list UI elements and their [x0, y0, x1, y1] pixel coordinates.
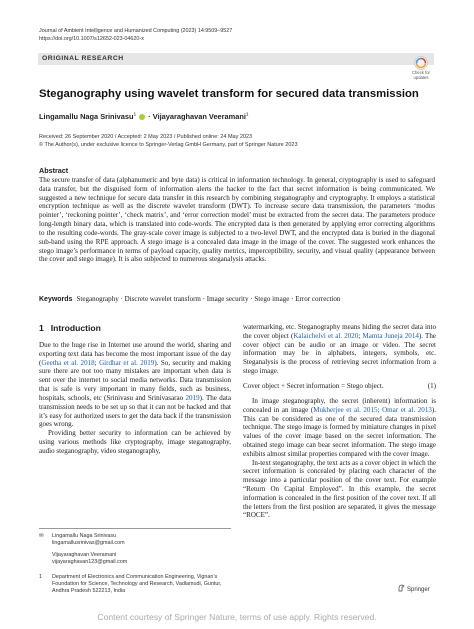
author-email[interactable]: vijayaraghavan123@gmail.com	[52, 559, 128, 565]
citation-link[interactable]: Girdhar et al. 2019	[99, 358, 155, 367]
citation-link[interactable]: Mukherjee et al. 2015	[313, 405, 378, 414]
text-run: ). The cover object can be audio or an image or video. The secret information may be in alphabets, integers, symbols, etc. Steganalysis is the process of retrieving secret information from a stego image.	[243, 331, 436, 376]
paragraph	[243, 397, 436, 459]
check-for-updates-badge[interactable]	[406, 56, 436, 78]
section-title: Introduction	[50, 323, 101, 333]
crossmark-icon	[414, 56, 428, 70]
text-run: ;	[377, 405, 383, 414]
citation-link[interactable]: Mamta Juneja 2014	[362, 331, 419, 340]
footnote-block	[39, 528, 231, 598]
text-run: In image steganography, the secret (inherent) information is concealed in an image (	[243, 396, 436, 414]
author-name[interactable]: Vijayaraghavan Veeramani	[152, 112, 246, 121]
envelope-icon: ✉	[39, 533, 44, 539]
corresponding-author	[39, 533, 231, 566]
article-title: Steganography using wavelet transform for secured data transmission	[39, 88, 419, 100]
author-list	[39, 112, 249, 121]
affiliation-mark: 1	[39, 574, 42, 580]
author-separator: ·	[146, 112, 153, 121]
citation-link[interactable]: 2019	[185, 393, 200, 402]
keywords-text: Steganography · Discrete wavelet transform · Image security · Stego image · Error correction	[76, 295, 341, 303]
equation-body: Cover object + Secret information = Stego object.	[243, 381, 384, 390]
author-name: Vijayaraghavan Veeramani	[52, 552, 117, 558]
orcid-icon[interactable]	[139, 114, 145, 120]
paragraph	[243, 323, 436, 376]
text-run: watermarking, etc. Steganography means hiding the secret data into the cover object (	[243, 323, 436, 340]
citation-link[interactable]: Geetha et al. 2018	[41, 358, 95, 367]
publisher-name: Springer	[407, 587, 430, 593]
text-run: ;	[94, 358, 100, 367]
courtesy-footer: Content courtesy of Springer Nature, terms of use apply. Rights reserved.	[0, 608, 474, 629]
journal-header	[39, 28, 232, 43]
article-type-banner: ORIGINAL RESEARCH	[38, 53, 434, 65]
text-run: ). The data transmission needs to be set up so that it can not be hacked and that it’s easy for authorized users to get the data back if the transmission goes wrong.	[39, 393, 231, 429]
paragraph	[39, 341, 231, 429]
citation-link[interactable]: Omar et al. 2013	[382, 405, 432, 414]
keywords	[39, 295, 435, 303]
affiliation-text: Department of Electronics and Communication Engineering, Vignan’s Foundation for Science, Technology and Research, Vadlamudi, Guntur, Andhra Pradesh 522213, India	[52, 574, 222, 594]
citation-link[interactable]: Kalaichelvi et al. 2020	[293, 331, 359, 340]
text-run: ;	[358, 331, 363, 340]
author-name: Lingamallu Naga Srinivasu	[52, 533, 117, 539]
doi-link[interactable]: https://doi.org/10.1007/s12652-023-04620-x	[39, 35, 144, 42]
text-run: ). This can be considered as one of the secured data transmission technique. The stego image is formed by miniature changes in pixel values of the cover image based on the secret information. The obtained stego image can bear secret information. The stego image exhibits almost similar properties compared with the cover image.	[243, 405, 436, 458]
author-email[interactable]: lingamallusrinivas@gmail.com	[52, 540, 125, 546]
copyright-line: © The Author(s), under exclusive licence to Springer-Verlag GmbH Germany, part of Springer Nature 2023	[39, 141, 298, 148]
journal-citation: Journal of Ambient Intelligence and Humanized Computing (2023) 14:9509–9527	[39, 28, 233, 34]
history-line: Received: 26 September 2020 / Accepted: 2 May 2023 / Published online: 24 May 2023	[39, 134, 253, 140]
right-column	[243, 323, 436, 520]
author-affiliation-mark: 1	[133, 112, 137, 118]
section-number: 1	[39, 323, 44, 333]
author-affiliation-mark: 1	[245, 112, 249, 118]
equation-number: (1)	[427, 381, 436, 390]
publisher-logo	[398, 584, 430, 593]
check-badge-line2: updates	[413, 74, 429, 80]
abstract-body: The secure transfer of data (alphanumeric and byte data) is critical in information technology. In general, cryptography is used to safeguard data transfer, but the disguised form of information alerts the hacker to the fact that secret information is being communicated. We suggested a new technique for secure data transfer in this research by combining steganography and cryptography. It employs a statistical encryption technique as well as the discrete wavelet transform (DWT). To increase secure data transmission, the parameters ‘modus pointer’, ‘reckoning pointer’, ‘check matrix’, and ‘error correction model’ must be extracted from the secret data. The parameters produce long-length binary data, which is translated into code-words. The encrypted data is then generated by applying error correcting algorithms to the resulting code-words. The gray-scale cover image is subjected to a two-level DWT, and the encrypted data is buried in the diagonal sub-band using the RPE approach. A stego image is a concealed data image in the image of the cover. The suggested work enhances the stego image’s performance in terms of payload capacity, quality metrics, imperceptibility, security, and visual quality (appearance between the cover and stego image). It is also subjected to numerous steganalysis attacks.	[39, 176, 435, 264]
equation	[243, 382, 436, 390]
section-heading	[39, 323, 231, 333]
affiliation	[39, 574, 231, 595]
paragraph: Providing better security to information can be achieved by using various methods like cryptography, image steganography, audio steganography, video steganography,	[39, 429, 231, 455]
left-column	[39, 323, 231, 456]
text-run: Due to the huge rise in Internet use around the world, sharing and exporting text data has become the most important issue of the day (	[39, 341, 231, 367]
text-run: ). So, security and making sure there are not too many mistakes are important when data is sent over the internet to social media networks. Data transmission that is safe is very important in many fields, such as business, hospitals, schools, etc (Srinivasu and Srinivasarao	[39, 358, 232, 402]
keywords-label: Keywords	[39, 296, 73, 303]
abstract-heading: Abstract	[39, 166, 69, 175]
paragraph: In-text steganography, the text acts as a cover object in which the secret information is concealed by placing each character of the message into a particular position of the cover text. For example “Return On Capital Employed”. In this example, the secret information is concealed in the first position of the cover text. If all the letters from the first position are separated, it gives the message “ROCE”.	[243, 458, 436, 520]
publication-dates	[39, 134, 298, 149]
check-badge-line1: Check for	[412, 70, 430, 75]
author-name[interactable]: Lingamallu Naga Srinivasu	[39, 112, 134, 121]
springer-horse-icon	[398, 584, 405, 592]
